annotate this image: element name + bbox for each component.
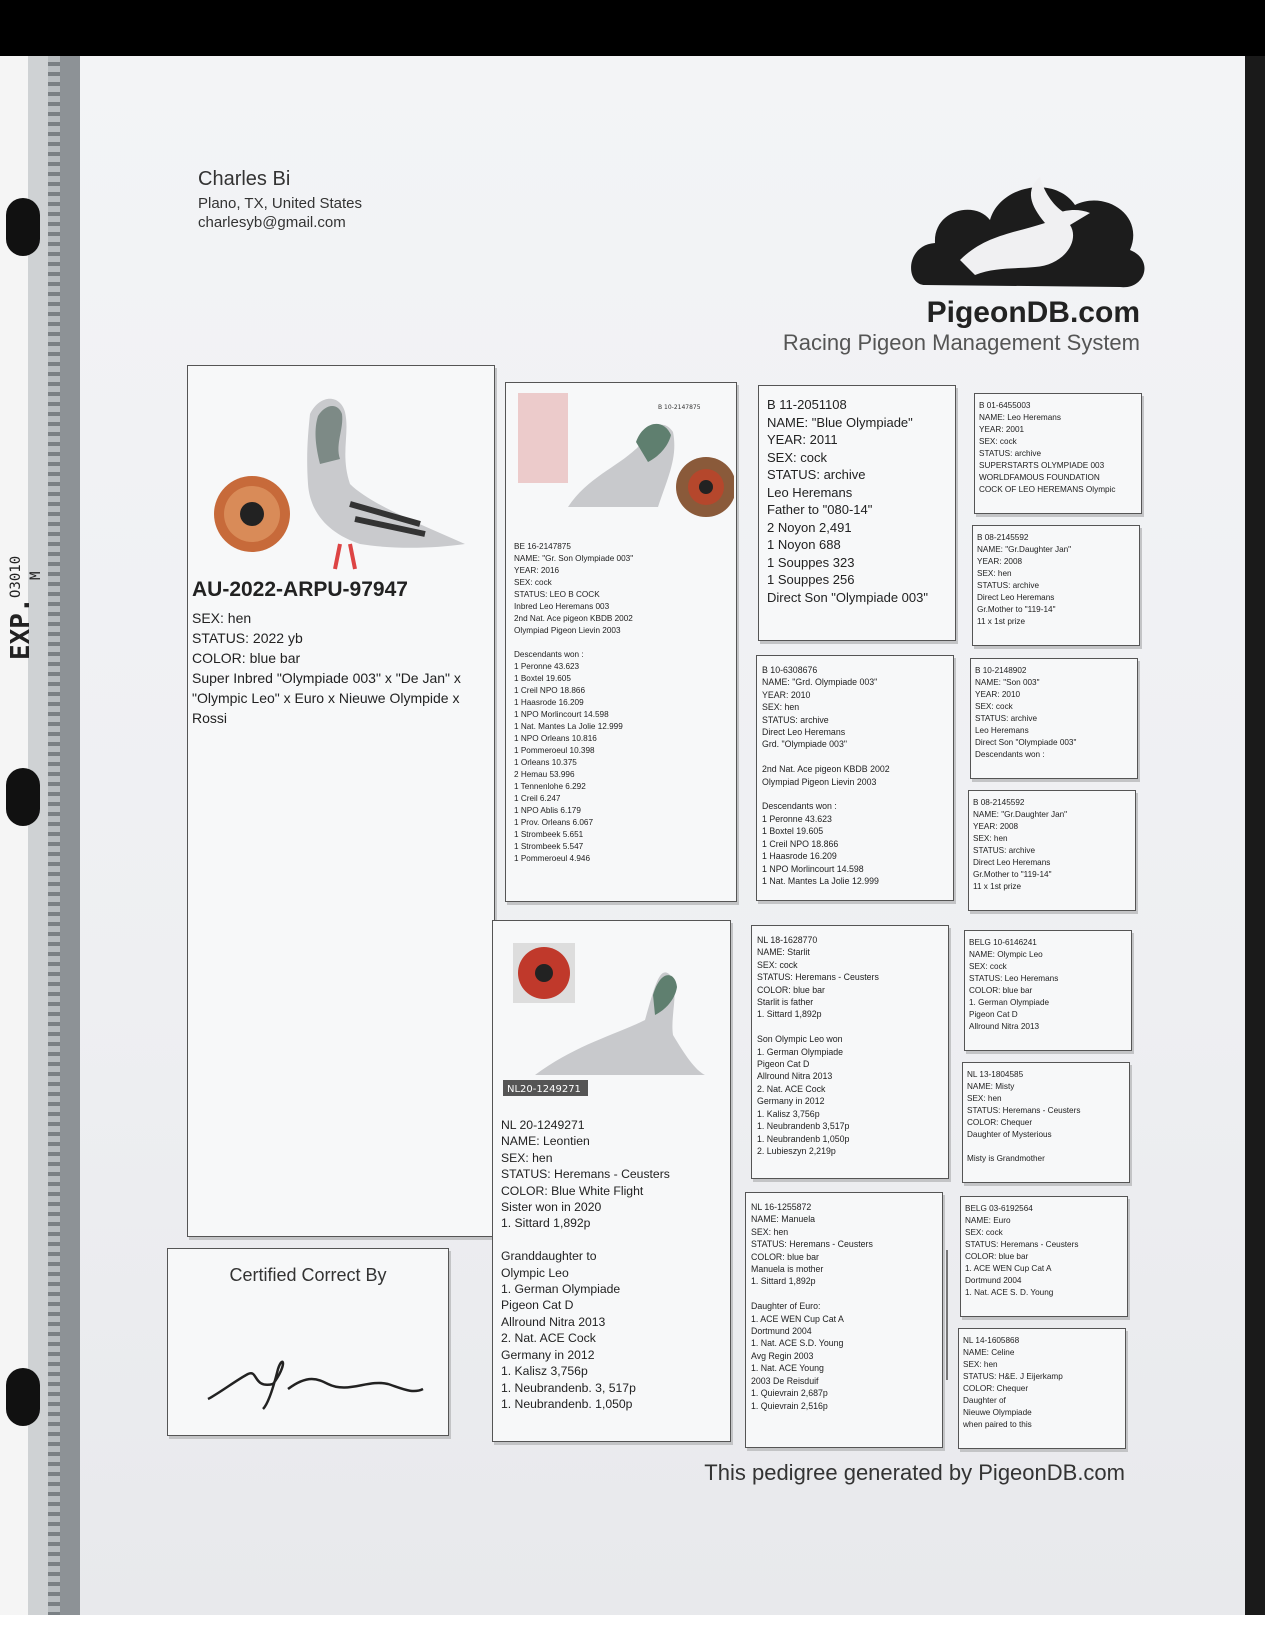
- grandsire-maternal-card: [751, 925, 949, 1179]
- binder-hole: [6, 198, 40, 256]
- owner-email: charlesyb@gmail.com: [198, 214, 346, 231]
- sire-card: [505, 382, 737, 902]
- great-grandparent-details: B 10-2148902 NAME: "Son 003" YEAR: 2010 SEX: cock STATUS: archive Leo Heremans Direct Son "Olympiade 003" Descendants won :: [975, 666, 1077, 759]
- sleeve-exp-label: EXP.: [6, 597, 36, 660]
- great-grandparent-card: [964, 930, 1132, 1051]
- great-grandparent-details: B 01-6455003 NAME: Leo Heremans YEAR: 2001 SEX: cock STATUS: archive SUPERSTARTS OLYMPIADE 003 WORLDFAMOUS FOUNDATION COCK OF LEO HEREMANS Olympic: [979, 401, 1116, 494]
- binder-hole: [6, 768, 40, 826]
- great-grandparent-card: [958, 1328, 1126, 1449]
- granddam-paternal-card: [756, 655, 954, 901]
- great-grandparent-details: NL 13-1804585 NAME: Misty SEX: hen STATUS: Heremans - Ceusters COLOR: Chequer Daughter of Mysterious Misty is Grandmother: [967, 1070, 1081, 1163]
- dam-details: NL 20-1249271 NAME: Leontien SEX: hen STATUS: Heremans - Ceusters COLOR: Blue White Flight Sister won in 2020 1. Sittard 1,892p Granddaughter to Olympic Leo 1. German Olympiade Pigeon Cat D Allround Nitra 2013 2. Nat. ACE Cock Germany in 2012 1. Kalisz 3,756p 1. Neubrandenb. 3, 517p 1. Neubrandenb. 1,050p: [501, 1118, 670, 1411]
- sleeve-print: [2, 470, 46, 660]
- dam-photo-ring: NL20-1249271: [507, 1084, 581, 1095]
- owner-block: [198, 168, 362, 231]
- signature: [178, 1339, 438, 1419]
- subject-details: SEX: hen STATUS: 2022 yb COLOR: blue bar Super Inbred "Olympiade 003" x "De Jan" x "Olympic Leo" x Euro x Nieuwe Olympide x Rossi: [192, 610, 461, 726]
- certified-title: Certified Correct By: [229, 1265, 387, 1285]
- subject-ring-id: AU-2022-ARPU-97947: [192, 578, 408, 601]
- sleeve-code-2: M: [28, 571, 44, 580]
- grandparent-details: B 10-6308676 NAME: "Grd. Olympiade 003" YEAR: 2010 SEX: hen STATUS: archive Direct Leo Heremans Grd. "Olympiade 003" 2nd Nat. Ace pigeon KBDB 2002 Olympiad Pigeon Lievin 2003 Descendants won : 1 Peronne 43.623 1 Boxtel 19.605 1 Creil NPO 18.866 1 Haasrode 16.209 1 NPO Morlincourt 14.598 1 Nat. Mantes La Jolie 12.999: [762, 665, 890, 886]
- great-grandparent-card: [960, 1196, 1128, 1317]
- sire-photo-ring: B 10-2147875: [658, 404, 701, 411]
- great-grandparent-details: B 08-2145592 NAME: "Gr.Daughter Jan" YEAR: 2008 SEX: hen STATUS: archive Direct Leo Heremans Gr.Mother to "119-14" 11 x 1st prize: [973, 798, 1068, 891]
- bottom-strip: [0, 1615, 1265, 1649]
- grandparent-details: NL 16-1255872 NAME: Manuela SEX: hen STATUS: Heremans - Ceusters COLOR: blue bar Manuela is mother 1. Sittard 1,892p Daughter of Euro: 1. ACE WEN Cup Cat A Dortmund 2004 1. Nat. ACE S.D. Young Avg Regin 2003 1. Nat. ACE Young 2003 De Reisduif 1. Quievrain 2,687p 1. Quievrain 2,516p: [751, 1202, 873, 1411]
- great-grandparent-details: B 08-2145592 NAME: "Gr.Daughter Jan" YEAR: 2008 SEX: hen STATUS: archive Direct Leo Heremans Gr.Mother to "119-14" 11 x 1st prize: [977, 533, 1072, 626]
- owner-location: Plano, TX, United States: [198, 195, 362, 212]
- footer-generated-by: This pedigree generated by PigeonDB.com: [704, 1460, 1125, 1485]
- great-grandparent-card: [972, 525, 1140, 646]
- binder-sleeve-edge: [0, 56, 80, 1615]
- great-grandparent-card: [974, 393, 1142, 514]
- binder-hole: [6, 1368, 40, 1426]
- grandsire-paternal-card: [758, 385, 956, 641]
- great-grandparent-details: NL 14-1605868 NAME: Celine SEX: hen STATUS: H&E. J Eijerkamp COLOR: Chequer Daughter of Nieuwe Olympiade when paired to this: [963, 1336, 1063, 1429]
- sire-photo: [508, 387, 734, 547]
- dam-photo: [495, 925, 728, 1110]
- certified-card: [167, 1248, 449, 1436]
- grandparent-details: B 11-2051108 NAME: "Blue Olympiade" YEAR: 2011 SEX: cock STATUS: archive Leo Heremans Father to "080-14" 2 Noyon 2,491 1 Noyon 688 1 Souppes 323 1 Souppes 256 Direct Son "Olympiade 003": [767, 397, 928, 605]
- subject-card: [187, 365, 495, 1237]
- grandparent-details: NL 18-1628770 NAME: Starlit SEX: cock STATUS: Heremans - Ceusters COLOR: blue bar Starlit is father 1. Sittard 1,892p Son Olympic Leo won 1. German Olympiade Pigeon Cat D Allround Nitra 2013 2. Nat. ACE Cock Germany in 2012 1. Kalisz 3,756p 1. Neubrandenb 3,517p 1. Neubrandenb 1,050p 2. Lubieszyn 2,219p: [757, 935, 879, 1156]
- connector-line: [946, 1250, 948, 1380]
- great-grandparent-card: [962, 1062, 1130, 1183]
- sire-details: BE 16-2147875 NAME: "Gr. Son Olympiade 003" YEAR: 2016 SEX: cock STATUS: LEO B COCK Inbred Leo Heremans 003 2nd Nat. Ace pigeon KBDB 2002 Olympiad Pigeon Lievin 2003 Descendants won : 1 Peronne 43.623 1 Boxtel 19.605 1 Creil NPO 18.866 1 Haasrode 16.209 1 NPO Morlincourt 14.598 1 Nat. Mantes La Jolie 12.999 1 NPO Orleans 10.816 1 Pommeroeul 10.398 1 Orleans 10.375 2 Hemau 53.996 1 Tennenlohe 6.292 1 Creil 6.247 1 NPO Ablis 6.179 1 Prov. Orleans 6.067 1 Strombeek 5.651 1 Strombeek 5.547 1 Pommeroeul 4.946: [514, 542, 634, 863]
- brand-name: PigeonDB.com: [926, 296, 1140, 329]
- sleeve-code: O3010: [8, 555, 24, 598]
- top-black-bar: [0, 0, 1265, 56]
- great-grandparent-details: BELG 10-6146241 NAME: Olympic Leo SEX: cock STATUS: Leo Heremans COLOR: blue bar 1. German Olympiade Pigeon Cat D Allround Nitra 2013: [969, 938, 1059, 1031]
- brand-tagline: Racing Pigeon Management System: [782, 330, 1140, 355]
- sleeve-perforation: [48, 56, 60, 1615]
- great-grandparent-details: BELG 03-6192564 NAME: Euro SEX: cock STATUS: Heremans - Ceusters COLOR: blue bar 1. ACE WEN Cup Cat A Dortmund 2004 1. Nat. ACE S. D. Young: [965, 1204, 1079, 1297]
- dam-card: [492, 920, 731, 1442]
- page-right-edge: [1245, 56, 1265, 1615]
- granddam-maternal-card: [745, 1192, 943, 1448]
- owner-name: Charles Bi: [198, 168, 291, 190]
- pigeon-photo: [190, 374, 490, 594]
- great-grandparent-card: [968, 790, 1136, 911]
- great-grandparent-card: [970, 658, 1138, 779]
